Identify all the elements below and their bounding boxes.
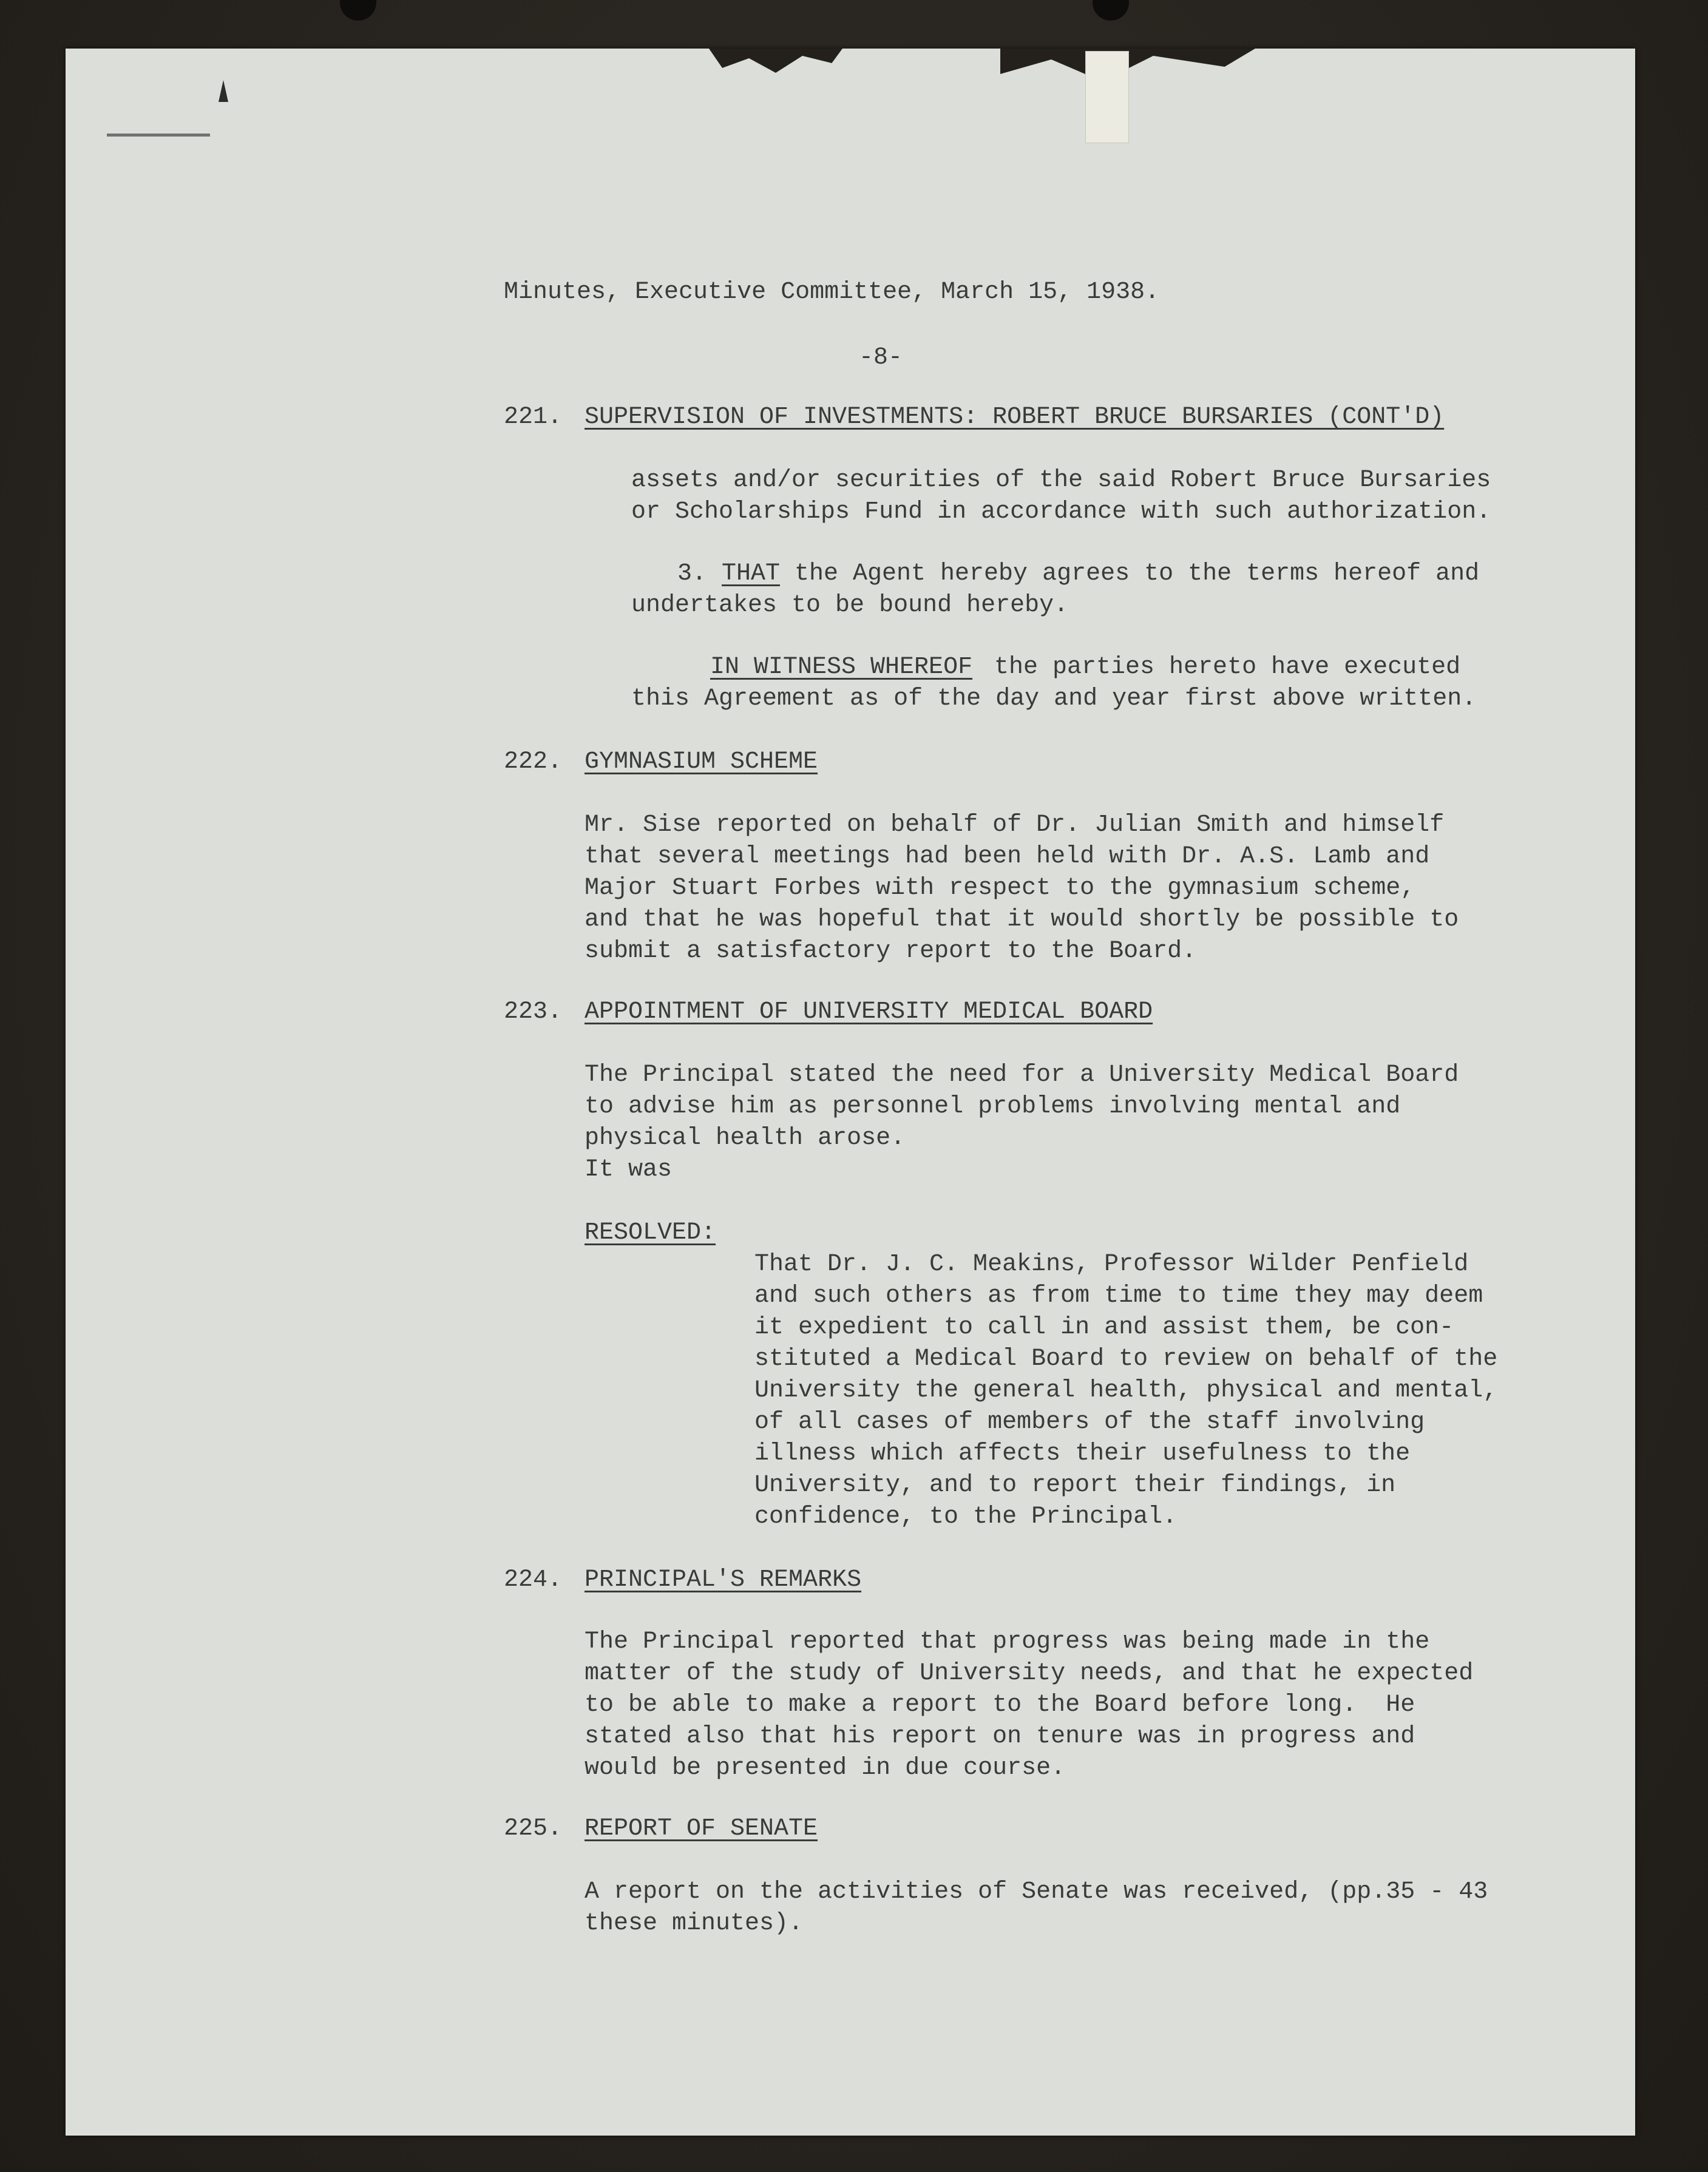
paragraph-line: submit a satisfactory report to the Board. xyxy=(585,938,1197,965)
paragraph-line: to be able to make a report to the Board before long. He xyxy=(585,1691,1415,1719)
paragraph-line: stated also that his report on tenure was in progress and xyxy=(585,1723,1415,1750)
paragraph-line: It was xyxy=(585,1156,673,1183)
resolution-line: it expedient to call in and assist them, be con- xyxy=(754,1314,1454,1341)
resolution-line: University, and to report their findings, in xyxy=(754,1472,1396,1499)
ink-mark xyxy=(219,80,228,102)
section-heading-222: GYMNASIUM SCHEME xyxy=(585,748,818,776)
torn-edge xyxy=(709,49,842,73)
paragraph-line: physical health arose. xyxy=(585,1125,906,1152)
resolution-line: and such others as from time to time they may deem xyxy=(754,1282,1483,1310)
paragraph-line: Major Stuart Forbes with respect to the gymnasium scheme, xyxy=(585,875,1415,902)
resolution-line: of all cases of members of the staff involving xyxy=(754,1409,1425,1436)
section-number-221: 221. xyxy=(504,404,563,431)
resolution-line: University the general health, physical and mental, xyxy=(754,1377,1498,1404)
clause-keyword: THAT xyxy=(722,560,781,587)
page-number: -8- xyxy=(859,344,903,371)
paragraph-line: The Principal stated the need for a University Medical Board xyxy=(585,1061,1459,1089)
ink-mark xyxy=(107,134,210,137)
section-heading-225: REPORT OF SENATE xyxy=(585,1815,818,1842)
section-heading-224: PRINCIPAL'S REMARKS xyxy=(585,1566,862,1594)
resolved-label: RESOLVED: xyxy=(585,1219,716,1247)
witness-line: the parties hereto have executed xyxy=(994,654,1461,681)
witness-line: this Agreement as of the day and year first above written. xyxy=(631,685,1477,712)
paragraph-line: to advise him as personnel problems involving mental and xyxy=(585,1093,1401,1120)
witness-keyword: IN WITNESS WHEREOF xyxy=(710,654,973,681)
clause-prefix: 3. xyxy=(677,560,707,587)
document-title: Minutes, Executive Committee, March 15, 1938. xyxy=(504,279,1160,306)
resolution-line: stituted a Medical Board to review on behalf of the xyxy=(754,1345,1498,1373)
tape-strip xyxy=(1085,51,1129,143)
resolution-line: illness which affects their usefulness to the xyxy=(754,1440,1411,1467)
section-heading-223: APPOINTMENT OF UNIVERSITY MEDICAL BOARD xyxy=(585,998,1153,1026)
document-page xyxy=(66,49,1635,2136)
resolution-line: That Dr. J. C. Meakins, Professor Wilder Penfield xyxy=(754,1251,1469,1278)
paragraph-line: that several meetings had been held with Dr. A.S. Lamb and xyxy=(585,843,1430,870)
paragraph-line: or Scholarships Fund in accordance with such authorization. xyxy=(631,498,1491,526)
clause-line: undertakes to be bound hereby. xyxy=(631,592,1069,619)
paragraph-line: and that he was hopeful that it would shortly be possible to xyxy=(585,906,1459,933)
section-number-225: 225. xyxy=(504,1815,563,1842)
paragraph-line: A report on the activities of Senate was received, (pp.35 - 43 xyxy=(585,1878,1488,1906)
paragraph-line: matter of the study of University needs, and that he expected xyxy=(585,1660,1474,1687)
section-number-222: 222. xyxy=(504,748,563,776)
section-heading-221: SUPERVISION OF INVESTMENTS: ROBERT BRUCE BURSARIES (CONT'D) xyxy=(585,404,1445,431)
paragraph-line: assets and/or securities of the said Robert Bruce Bursaries xyxy=(631,467,1491,494)
paragraph-line: The Principal reported that progress was being made in the xyxy=(585,1628,1430,1656)
clause-line: the Agent hereby agrees to the terms hereof and xyxy=(795,560,1480,587)
paragraph-line: would be presented in due course. xyxy=(585,1754,1066,1782)
paragraph-line: Mr. Sise reported on behalf of Dr. Julian Smith and himself xyxy=(585,811,1445,839)
resolution-line: confidence, to the Principal. xyxy=(754,1503,1178,1531)
paragraph-line: these minutes). xyxy=(585,1910,804,1937)
section-number-223: 223. xyxy=(504,998,563,1026)
section-number-224: 224. xyxy=(504,1566,563,1594)
